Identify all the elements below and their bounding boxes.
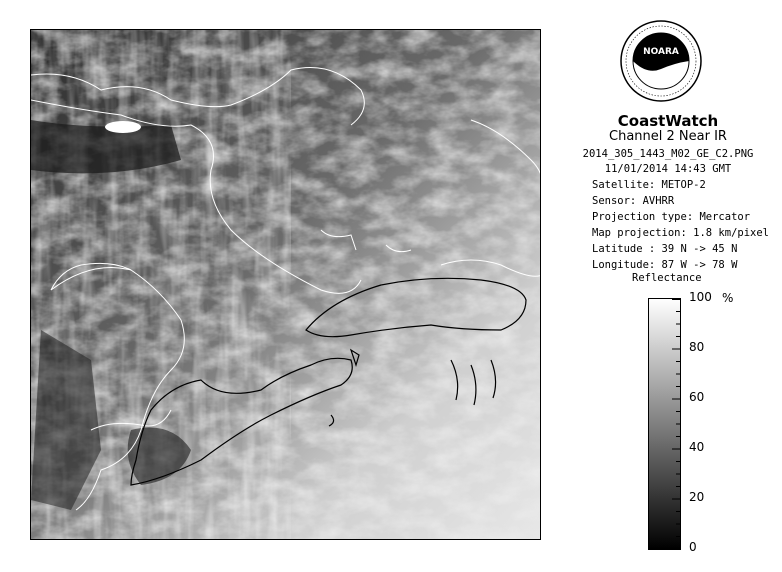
scale-tick-100: 100: [689, 290, 712, 304]
latitude-label: Latitude : 39 N -> 45 N: [592, 243, 738, 255]
scale-tick-20: 20: [689, 490, 705, 504]
scale-tick-40: 40: [689, 440, 705, 454]
longitude-label: Longitude: 87 W -> 78 W: [592, 259, 738, 271]
sensor-label: Sensor: AVHRR: [592, 195, 675, 207]
scale-tick-60: 60: [689, 390, 705, 404]
datetime-label: 11/01/2014 14:43 GMT: [604, 163, 732, 175]
map-projection-label: Map projection: 1.8 km/pixel: [592, 227, 770, 239]
reflectance-scale-bar: [648, 298, 681, 550]
noaa-logo-icon: [619, 19, 703, 103]
noaa-logo-graphic: [619, 19, 703, 103]
satellite-label: Satellite: METOP-2: [592, 179, 706, 191]
satellite-map: [30, 29, 541, 540]
scale-tick-0: 0: [689, 540, 697, 554]
scale-tick-80: 80: [689, 340, 705, 354]
filename-label: 2014_305_1443_M02_GE_C2.PNG: [582, 148, 754, 160]
scale-unit: %: [722, 291, 734, 305]
logo-text: NOARA: [643, 47, 679, 57]
satellite-image: [31, 30, 541, 540]
app-title: CoastWatch: [617, 112, 719, 130]
channel-subtitle: Channel 2 Near IR: [609, 129, 727, 144]
scale-title: Reflectance: [632, 272, 702, 284]
projection-type-label: Projection type: Mercator: [592, 211, 751, 223]
scale-gradient: [649, 299, 680, 549]
